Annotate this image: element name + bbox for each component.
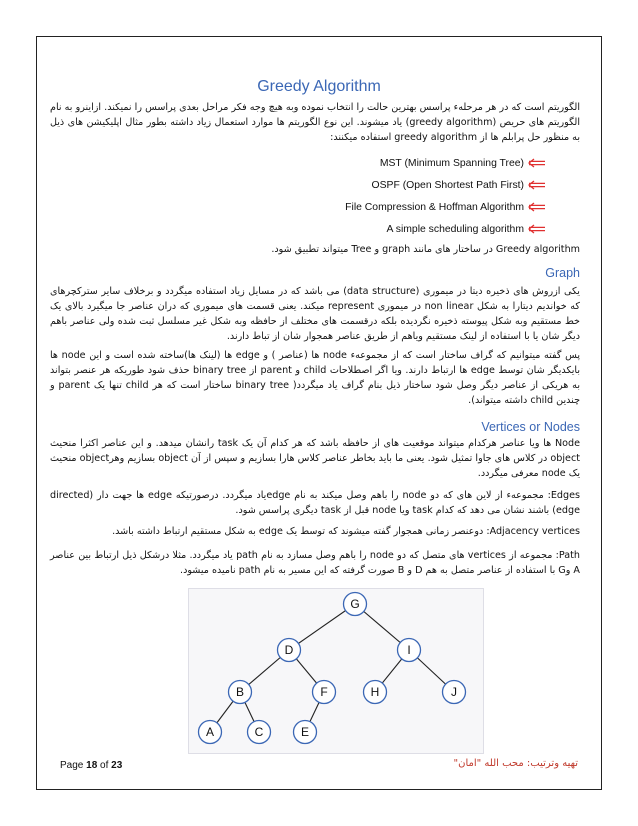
example-label: OSPF (Open Shortest Path First) [371,179,524,191]
double-arrow-left-icon [528,158,546,168]
node-label: E [300,725,310,739]
current-page: 18 [86,760,98,771]
example-label: File Compression & Hoffman Algorithm [345,201,524,213]
tree-node [199,721,222,744]
tree-node [294,721,317,744]
vertices-paragraph: Node ها ویا عناصر هرکدام میتواند موقعیت های از حافظه باشد که هر کدام آن یک task رانشان میدهد. و این عناصر اکثرا منحیث object در کلاس های جاوا تمثیل شود. یعنی ما باید بخاطر عناصر کلاس هارا بسازیم و سپس از آن object بسازیم وهرobject منحیث یک node معرفی میگردد. [50,438,580,479]
node-label: I [407,643,411,657]
adjacency-paragraph: Adjacency vertices: دوعنصر زمانی همجوار گفته میشوند که توسط یک edge به شکل مستقیم ارتباط داشته باشد. [112,526,580,537]
list-item [186,218,546,240]
double-arrow-left-icon [528,224,546,234]
node-label: F [320,685,328,699]
node-label: G [350,597,360,611]
edges-paragraph: Edges: مجموعه‌ء از لاین های که دو node را باهم وصل میکند به نام edgeیاد میگردد. درصورتیکه edge ها جهت دار (directed edge) باشند نشان می دهد که کدام task ویا node قبل از task دیگری پراسس شود. [50,490,580,516]
double-arrow-left-icon [528,202,546,212]
tree-node [364,681,387,704]
tree-node [229,681,252,704]
page-word: Page [60,760,84,771]
tree-node [313,681,336,704]
graph-paragraph-1: یکی ازروش های ذخیره دیتا در میموری (data structure) می باشد که در مسایل زیاد استفاده میگردد و برخلاف سایر ستركچرهای که خواندیم دیتارا به شكل non linear در میموری represent میکند. یعنی قسمت های میموری که دران عناصر جا میگیرد بالای یک خط مستقیم وبه شكل پیوسته ذخیره نگردیده بلکه درقسمت های مختلف از حافظه وبه شكل غیر مسلسل ثبت شده ولی عناصر باهم دیگر شان یا با استفاده از لینک مستقیم ویاهم از طریق عناصر همجوار شان از تباط دارند. [50,286,580,342]
node-label: H [370,685,380,699]
total-pages: 23 [111,760,123,771]
tree-node [344,593,367,616]
path-paragraph: Path: مجموعه از vertices های متصل که دو node را باهم وصل مسازد به نام path یاد میگردد. مثلا درشکل ذیل ارتباط بین عناصر A وG با استفاده از عناصر متصل به هم D و B صورت گرفته که این مسیر به نام path نامیده میشود. [50,550,580,576]
author-credit: تهیه وترتیب: محب الله "امان" [453,758,578,769]
node-label: C [254,725,264,739]
vertices-heading: Vertices or Nodes [481,420,580,434]
tree-node [248,721,271,744]
example-label: A simple scheduling algorithm [386,223,524,235]
example-label: MST (Minimum Spanning Tree) [379,157,524,169]
node-label: D [284,643,294,657]
list-item [186,196,546,218]
of-word: of [100,760,109,771]
examples-list [186,152,546,240]
node-label: J [451,685,457,699]
tree-node [443,681,466,704]
tree-node [278,639,301,662]
intro-paragraph: الگوریتم است که در هر مرحله‌ء پراسس بهترین حالت را انتخاب نموده وبه هیچ وجه فکر مراحل بعدی پراسس را نمیکند. ازاینرو به نام الگوریتم های حریص (greedy algorithm) یاد میشوند. این نوع الگوریتم ها موارد استعمال زیاد داشته بطور مثال اپلیکیشن های ذیل به منظور حل پرابلم ها از greedy algorithm استفاده میکنند: [50,102,580,143]
double-arrow-left-icon [528,180,546,190]
node-label: B [235,685,245,699]
tree-node [398,639,421,662]
page-number [60,760,122,771]
node-label: A [205,725,215,739]
page-title: Greedy Algorithm [257,78,381,95]
diagram-background [189,589,484,754]
graph-heading: Graph [545,266,580,280]
binary-tree-diagram [188,588,484,754]
list-item [186,152,546,174]
list-item [186,174,546,196]
usage-paragraph: Greedy algorithm در ساختار های مانند graph و Tree میتواند تطبیق شود. [271,244,580,255]
graph-paragraph-2: پس گفته میتوانیم که گراف ساختار است که از مجموعه‌ء node ها (عناصر ) و edge ها (لینک ها)ساخته شده است و این node ها بایکدیگر شان توسط edge ها ارتباط دارند. ویا اگر اصطلاحات child و parent از binary tree حذف شود طوریکه هر عنصر بتواند به هریکی از عناصر دیگر وصل شود ساختار ذیل بنام گراف یاد میگردد( binary tree ساختار است که هر child تنها یک parent و چندین child داشته میتواند). [50,350,581,406]
